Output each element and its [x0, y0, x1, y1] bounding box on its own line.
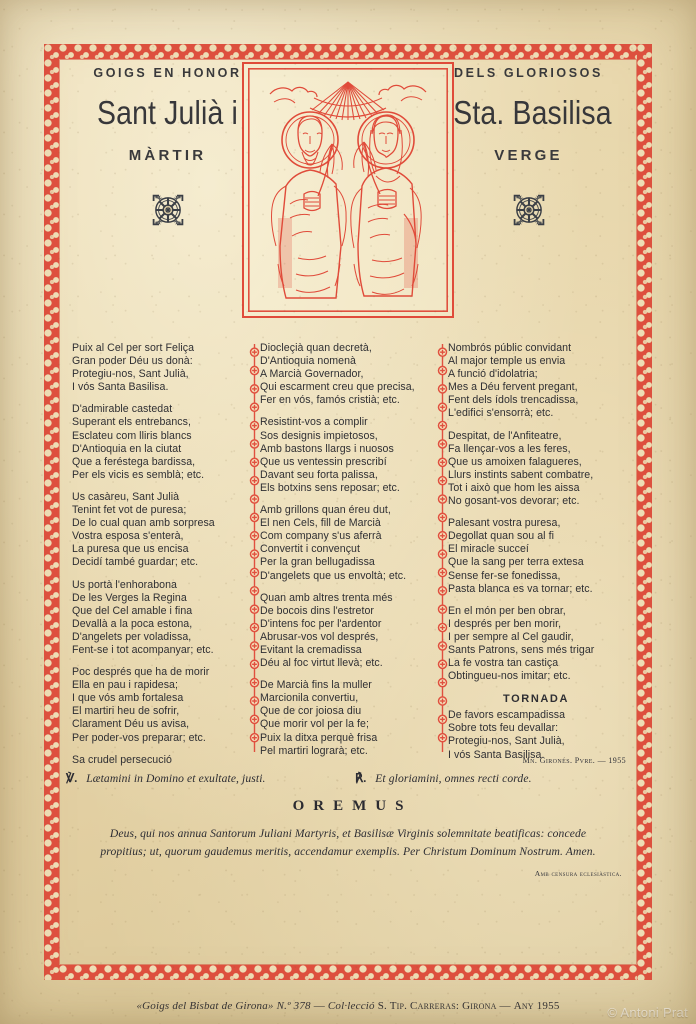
- verse-line: Gran poder Déu us donà:: [72, 355, 193, 368]
- verse-line: Obtingueu-nos imitar; etc.: [448, 670, 571, 683]
- verse-line: D'angelets que us envoltà; etc.: [260, 569, 407, 582]
- verse-line: Que morir vol per la fe;: [260, 718, 369, 731]
- imprint-line: [0, 1000, 696, 1012]
- column-divider-ornament-right: [437, 344, 448, 752]
- verse-line: Poc després que ha de morir: [72, 666, 210, 679]
- verse-line: Que us ventessin prescribí: [260, 455, 387, 468]
- border-band-bottom: [44, 965, 652, 980]
- verse-line: El miracle succeí: [448, 543, 529, 556]
- response: [341, 771, 630, 786]
- versicle-response-row: [66, 771, 630, 786]
- verse-line: Tenint fet vot de puresa;: [72, 504, 187, 517]
- verse-line: El nen Cels, fill de Marcià: [260, 517, 381, 530]
- border-band-top: [44, 44, 652, 59]
- verse-line: Devallà a la poca estona,: [72, 617, 193, 630]
- versicle: [66, 771, 341, 786]
- saint-role-left: MÀRTIR: [128, 146, 207, 164]
- verse-line: Que la sang per terra extesa: [448, 556, 584, 569]
- response-sigil-icon: ℟.: [355, 771, 367, 785]
- verse-line: Per poder-vos preparar; etc.: [72, 731, 206, 744]
- stanza: [72, 403, 248, 482]
- verse-line: I vós Santa Basilisa.: [448, 748, 545, 761]
- collect-line-2: propitius; ut, quorum gaudemus meritis, accendamur exemplis. Per Christum Dominum Nostrum. Amen.: [100, 845, 596, 858]
- kicker-right: DELS GLORIOSOS: [454, 66, 603, 80]
- verse-line: Puix la ditxa perquè frisa: [260, 731, 378, 744]
- document-content: [66, 62, 630, 962]
- response-text: Et gloriamini, omnes recti corde.: [375, 772, 532, 785]
- verse-line: A Marcià Governador,: [260, 368, 364, 381]
- verse-line: Amb grillons quan éreu dut,: [260, 504, 391, 517]
- verse-line: De lo cual quan amb sorpresa: [72, 517, 215, 530]
- verse-line: Resistint-vos a complir: [260, 416, 368, 429]
- verse-line: Mes a Déu fervent pregant,: [448, 381, 578, 394]
- verse-line: Degollat quan sou al fi: [448, 530, 554, 543]
- verse-line: Protegiu-nos, Sant Julià,: [448, 735, 565, 748]
- verse-line: Fa llençar-vos a les feres,: [448, 442, 571, 455]
- verse-line: Protegiu-nos, Sant Julià,: [72, 368, 189, 381]
- verse-line: Els botxins sens reposar; etc.: [260, 481, 400, 494]
- verse-line: Davant seu forta palissa,: [260, 468, 378, 481]
- versicle-text: Lætamini in Domino et exultate, justi.: [86, 772, 266, 785]
- verse-line: Pel martiri lograrà; etc.: [260, 744, 368, 757]
- verse-line: Fer en vós, famós cristià; etc.: [260, 394, 400, 407]
- verse-line: Decidí també guardar; etc.: [72, 556, 199, 569]
- stanza: [72, 666, 248, 745]
- imprint-number: N.º 378: [276, 1000, 311, 1012]
- imprint-series: «Goigs del Bisbat de Girona»: [136, 1000, 274, 1012]
- verse-line: La puresa que us encisa: [72, 543, 189, 556]
- verse-line: I després per ben morir,: [448, 617, 562, 630]
- watermark: © Antoni Prat: [607, 1005, 688, 1020]
- verse-line: Palesant vostra puresa,: [448, 517, 561, 530]
- verse-line: Superant els entrebancs,: [72, 416, 191, 429]
- verse-line: Us casàreu, Sant Julià: [72, 490, 180, 503]
- verse-line: Amb bastons llargs i nuosos: [260, 442, 394, 455]
- kicker-left: GOIGS EN HONOR: [93, 66, 242, 80]
- versicle-sigil-icon: ℣.: [66, 771, 78, 785]
- stanza: [448, 605, 624, 684]
- stanza: [260, 416, 436, 495]
- verse-line: I vós Santa Basilisa.: [72, 381, 169, 394]
- stanza: [72, 342, 248, 394]
- censura-note: Amb censura eclesiàstica.: [534, 869, 622, 878]
- imprint-printer: S. Tip. Carreras: Girona: [377, 1000, 497, 1012]
- verse-line: Ella en pau i rapidesa;: [72, 679, 178, 692]
- stanza: [260, 592, 436, 671]
- verse-line: Sants Patrons, sens més trigar: [448, 643, 595, 656]
- verse-line: Per els vicis es semblà; etc.: [72, 468, 205, 481]
- verse-line: D'Antioquia nomenà: [260, 355, 356, 368]
- rosette-ornament-right: [511, 192, 547, 228]
- verse-line: Marcionila convertiu,: [260, 692, 359, 705]
- imprint-dash-1: —: [313, 1000, 325, 1012]
- header: [66, 62, 630, 334]
- header-left: [80, 62, 255, 228]
- verse-line: D'Antioquia en la ciutat: [72, 442, 182, 455]
- collect-line-1: Deus, qui nos annua Santorum Juliani Martyris, et Basilisæ Virginis solemnitate beatificas: concede: [109, 827, 587, 840]
- verse-line: Que a feréstega bardissa,: [72, 455, 196, 468]
- stanza: [448, 342, 624, 421]
- verse-line: La fe vostra tan castiça: [448, 657, 559, 670]
- stanza: [72, 491, 248, 570]
- verse-line: Clarament Déu us avisa,: [72, 718, 190, 731]
- verse-line: Al major temple us envia: [448, 355, 566, 368]
- verse-line: D'intens foc per l'ardentor: [260, 617, 382, 630]
- verse-line: Convertit i convençut: [260, 543, 360, 556]
- verse-line: Que del Cel amable i fina: [72, 604, 193, 617]
- verse-line: No gosant-vos devorar; etc.: [448, 495, 580, 508]
- verse-line: Nombrós públic convidant: [448, 342, 572, 354]
- verse-line: Pasta blanca es va tornar; etc.: [448, 582, 593, 595]
- verse-line: En el món per ben obrar,: [448, 604, 566, 617]
- imprint-collection: Col·lecció: [327, 1000, 375, 1012]
- oremus-heading: OREMUS: [292, 798, 413, 814]
- verse-line: Sa crudel persecució: [72, 753, 172, 766]
- verse-line: Com company s'us aferrà: [260, 530, 382, 543]
- verse-line: Llurs instints sabent combatre,: [448, 468, 594, 481]
- tornada-heading: TORNADA: [503, 693, 569, 706]
- verse-line: De bocois dins l'estretor: [260, 604, 374, 617]
- stanza: [260, 679, 436, 758]
- border-band-left: [44, 44, 59, 980]
- verse-line: De les Verges la Regina: [72, 591, 187, 604]
- stanza: [260, 342, 436, 407]
- stanza: [448, 430, 624, 509]
- verse-line: Fent-se i tot acompanyar; etc.: [72, 643, 214, 656]
- rosette-ornament-left: [150, 192, 186, 228]
- verse-line: De favors escampadissa: [448, 709, 566, 722]
- stanza: [72, 579, 248, 658]
- imprint-year: Any 1955: [513, 1000, 560, 1012]
- verse-line: Evitant la cremadissa: [260, 643, 362, 656]
- verse-line: Diocleçià quan decretà,: [260, 342, 372, 354]
- verse-line: Per la gran bellugadissa: [260, 556, 375, 569]
- verse-line: Fent dels ídols trencadissa,: [448, 394, 579, 407]
- verse-line: Sos designis impietosos,: [260, 429, 378, 442]
- verse-line: D'angelets per voladissa,: [72, 630, 192, 643]
- verse-line: I per sempre al Cel gaudir,: [448, 630, 574, 643]
- verse-line: Que de cor joiosa diu: [260, 705, 362, 718]
- stanza: [448, 517, 624, 596]
- verse-column-1: [66, 342, 254, 766]
- saint-name-right: Sta. Basilisa: [453, 94, 612, 131]
- verse-line: Puix al Cel per sort Feliça: [72, 342, 195, 354]
- saint-role-right: VERGE: [494, 146, 563, 164]
- stanza: [72, 754, 248, 767]
- collect-prayer: [66, 825, 630, 861]
- verse-line: Abrusar-vos vol després,: [260, 630, 379, 643]
- engraving-frame: [242, 62, 454, 318]
- verse-line: D'admirable castedat: [72, 403, 173, 416]
- verse-line: El martiri heu de sofrir,: [72, 705, 180, 718]
- verse-line: Vostra esposa s'enterà,: [72, 530, 184, 543]
- verse-line: I que vós amb fortalesa: [72, 692, 184, 705]
- verse-line: A funció d'idolatria;: [448, 368, 538, 381]
- verse-line: Tot i això que hom les aissa: [448, 481, 580, 494]
- verse-column-2: [254, 342, 442, 757]
- verse-line: Que us amoixen falagueres,: [448, 455, 582, 468]
- header-right: [441, 62, 616, 228]
- verse-line: Quan amb altres trenta més: [260, 591, 393, 604]
- saint-name-left: Sant Julià i: [97, 94, 238, 131]
- verse-line: Sense fer-se fonedissa,: [448, 569, 561, 582]
- verse-line: Qui escarment creu que precisa,: [260, 381, 415, 394]
- verse-line: L'edifici s'ensorrà; etc.: [448, 407, 554, 420]
- column-divider-ornament-left: [249, 344, 260, 752]
- verse-line: Despitat, de l'Anfiteatre,: [448, 429, 562, 442]
- verse-line: Déu al foc virtut llevà; etc.: [260, 657, 383, 670]
- verse-line: Esclateu com lliris blancs: [72, 429, 192, 442]
- saints-woodcut-icon: [248, 68, 448, 312]
- imprint-dash-2: —: [499, 1000, 511, 1012]
- verse-line: Sobre tots feu devallar:: [448, 722, 559, 735]
- verse-line: De Marcià fins la muller: [260, 679, 372, 692]
- verse-line: Us portà l'enhorabona: [72, 578, 177, 591]
- border-band-right: [637, 44, 652, 980]
- stanza: [260, 504, 436, 583]
- tornada-stanza: [448, 709, 624, 761]
- author-credit: Mn. Gironés. Pvre. — 1955: [522, 756, 626, 765]
